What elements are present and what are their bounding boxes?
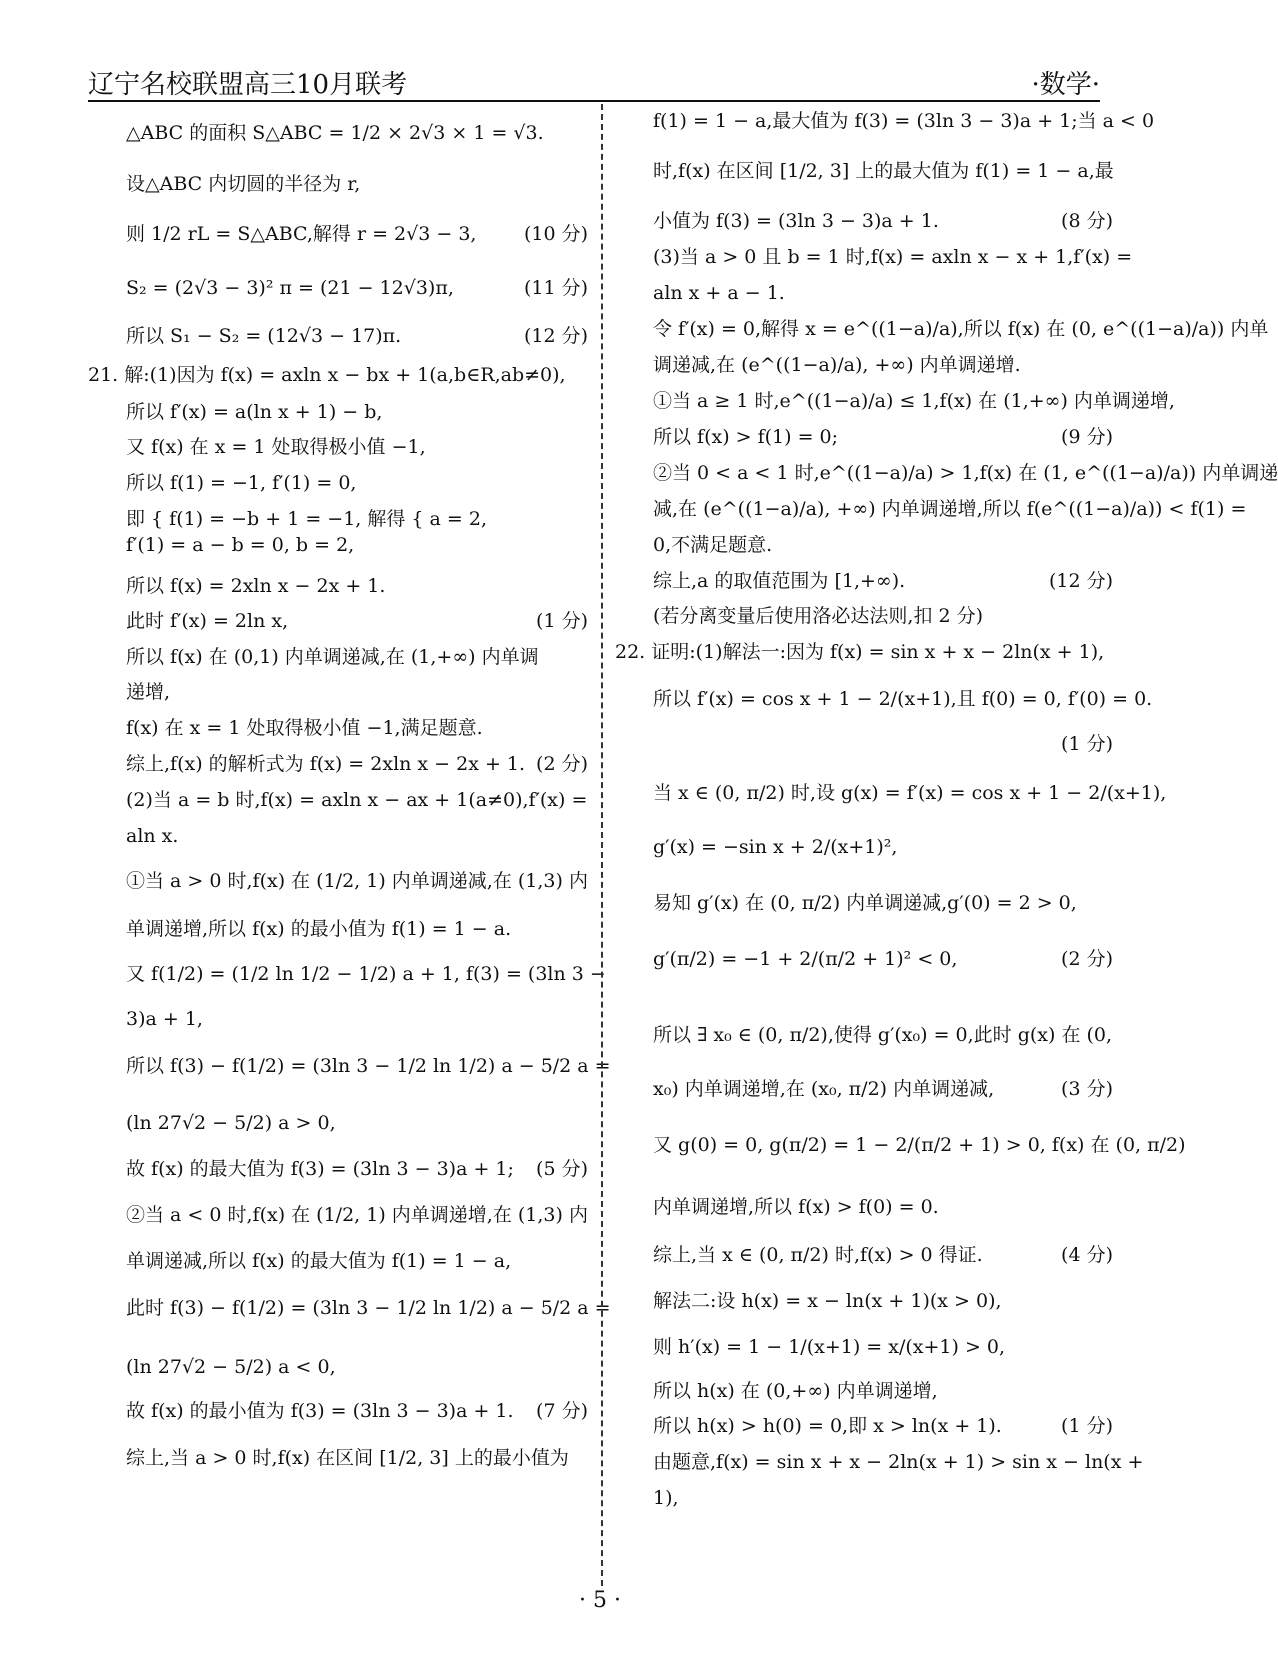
line-text: 3)a + 1, [126, 1008, 203, 1030]
text-line [88, 399, 588, 425]
line-text: 1), [653, 1487, 679, 1509]
text-line [615, 1076, 1113, 1102]
text-line [615, 388, 1175, 414]
line-text: x₀) 内单调递增,在 (x₀, π/2) 内单调递减, [653, 1078, 995, 1100]
line-text: 综上,当 x ∈ (0, π/2) 时,f(x) > 0 得证. [653, 1244, 983, 1266]
score-marker: (12 分) [523, 325, 588, 347]
line-text: g′(π/2) = −1 + 2/(π/2 + 1)² < 0, [653, 948, 958, 970]
text-line [88, 1354, 588, 1380]
text-line [88, 470, 588, 496]
line-text: 所以 h(x) 在 (0,+∞) 内单调递增, [653, 1380, 938, 1402]
line-text: 21. 解:(1)因为 f(x) = axln x − bx + 1(a,b∈R,ab≠0), [88, 364, 566, 386]
score-marker: (5 分) [536, 1158, 588, 1180]
text-line [88, 323, 588, 349]
line-text: 综上,当 a > 0 时,f(x) 在区间 [1/2, 3] 上的最小值为 [126, 1447, 569, 1469]
line-text: 递增, [126, 681, 171, 703]
text-line [615, 352, 1113, 378]
line-text: 故 f(x) 的最大值为 f(3) = (3ln 3 − 3)a + 1; [126, 1158, 514, 1180]
text-line [615, 686, 1153, 712]
text-line [88, 608, 588, 634]
line-text: 由题意,f(x) = sin x + x − 2ln(x + 1) > sin x − ln(x + [653, 1451, 1144, 1473]
line-text: (2)当 a = b 时,f(x) = axln x − ax + 1(a≠0),f′(x) = [126, 789, 588, 811]
text-line [615, 244, 1133, 270]
line-text: ②当 a < 0 时,f(x) 在 (1/2, 1) 内单调递增,在 (1,3) 内 [126, 1204, 588, 1226]
text-line [615, 1194, 1113, 1220]
line-text: f′(1) = a − b = 0, b = 2, [126, 534, 355, 556]
line-text: f(x) 在 x = 1 处取得极小值 −1,满足题意. [126, 717, 483, 739]
exam-title: 辽宁名校联盟高三10月联考 [88, 70, 408, 100]
text-line [88, 221, 588, 247]
text-line [615, 1449, 1144, 1475]
line-text: 所以 f(3) − f(1/2) = (3ln 3 − 1/2 ln 1/2) a − 5/2 a = [126, 1055, 611, 1077]
line-text: 设△ABC 内切圆的半径为 r, [126, 173, 361, 195]
line-text: 减,在 (e^((1−a)/a), +∞) 内单调递增,所以 f(e^((1−a)/a)) < f(1) = [653, 498, 1247, 520]
line-text: (ln 27√2 − 5/2) a > 0, [126, 1112, 336, 1134]
line-text: 22. 证明:(1)解法一:因为 f(x) = sin x + x − 2ln(x + 1), [615, 641, 1105, 663]
page-number: · 5 · [579, 1588, 621, 1613]
line-text: 又 f(x) 在 x = 1 处取得极小值 −1, [126, 436, 426, 458]
score-marker: (2 分) [1061, 948, 1113, 970]
text-line [615, 1485, 1113, 1511]
text-line [615, 639, 1113, 665]
text-line [88, 823, 588, 849]
text-line [88, 1202, 588, 1228]
text-line [615, 208, 1113, 234]
score-marker: (1 分) [1061, 733, 1113, 755]
text-line [88, 644, 588, 670]
text-line [88, 275, 588, 301]
score-marker: (11 分) [523, 277, 588, 299]
score-marker: (7 分) [536, 1400, 588, 1422]
text-line [615, 424, 1113, 450]
text-line [615, 108, 1155, 134]
text-line [88, 532, 588, 558]
text-line [615, 1242, 1113, 1268]
text-line [615, 834, 1113, 860]
line-text: 0,不满足题意. [653, 534, 773, 556]
line-text: 综上,f(x) 的解析式为 f(x) = 2xln x − 2x + 1. [126, 753, 526, 775]
text-line [88, 1156, 588, 1182]
text-line [615, 496, 1247, 522]
text-line [88, 506, 588, 532]
line-text: S₂ = (2√3 − 3)² π = (21 − 12√3)π, [126, 277, 454, 299]
line-text: 所以 h(x) > h(0) = 0,即 x > ln(x + 1). [653, 1415, 1002, 1437]
text-line [88, 787, 588, 813]
line-text: 所以 ∃ x₀ ∈ (0, π/2),使得 g′(x₀) = 0,此时 g(x) 在 (0, [653, 1024, 1113, 1046]
line-text: 所以 f′(x) = a(ln x + 1) − b, [126, 401, 383, 423]
text-line [88, 868, 588, 894]
line-text: 所以 f′(x) = cos x + 1 − 2/(x+1),且 f(0) = 0, f′(0) = 0. [653, 688, 1153, 710]
subject-label: ·数学· [1031, 70, 1100, 100]
score-marker: (2 分) [536, 753, 588, 775]
score-marker: (3 分) [1061, 1078, 1113, 1100]
line-text: 当 x ∈ (0, π/2) 时,设 g(x) = f′(x) = cos x + 1 − 2/(x+1), [653, 782, 1167, 804]
text-line [88, 573, 588, 599]
text-line [615, 1022, 1113, 1048]
text-line [88, 171, 588, 197]
score-marker: (8 分) [1061, 210, 1113, 232]
score-marker: (1 分) [536, 610, 588, 632]
line-text: 所以 S₁ − S₂ = (12√3 − 17)π. [126, 325, 402, 347]
score-marker: (12 分) [1048, 570, 1113, 592]
text-line [615, 731, 1113, 757]
line-text: ②当 0 < a < 1 时,e^((1−a)/a) > 1,f(x) 在 (1, e^((1−a)/a)) 内单调递 [653, 462, 1278, 484]
text-line [615, 532, 1113, 558]
text-line [88, 1295, 611, 1321]
text-line [88, 1445, 588, 1471]
line-text: 又 f(1/2) = (1/2 ln 1/2 − 1/2) a + 1, f(3) = (3ln 3 − [126, 963, 606, 985]
line-text: 又 g(0) = 0, g(π/2) = 1 − 2/(π/2 + 1) > 0, f(x) 在 (0, π/2) [653, 1134, 1186, 1156]
text-line [88, 751, 588, 777]
text-line [88, 961, 606, 987]
line-text: (ln 27√2 − 5/2) a < 0, [126, 1356, 336, 1378]
line-text: 则 1/2 rL = S△ABC,解得 r = 2√3 − 3, [126, 223, 477, 245]
line-text: ①当 a ≥ 1 时,e^((1−a)/a) ≤ 1,f(x) 在 (1,+∞) 内单调递增, [653, 390, 1175, 412]
line-text: f(1) = 1 − a,最大值为 f(3) = (3ln 3 − 3)a + 1;当 a < 0 [653, 110, 1155, 132]
score-marker: (9 分) [1061, 426, 1113, 448]
score-marker: (4 分) [1061, 1244, 1113, 1266]
line-text: △ABC 的面积 S△ABC = 1/2 × 2√3 × 1 = √3. [126, 122, 544, 144]
score-marker: (1 分) [1061, 1415, 1113, 1437]
text-line [615, 1378, 1113, 1404]
line-text: 小值为 f(3) = (3ln 3 − 3)a + 1. [653, 210, 939, 232]
text-line [615, 1334, 1113, 1360]
text-line [615, 780, 1167, 806]
line-text: 此时 f(3) − f(1/2) = (3ln 3 − 1/2 ln 1/2) a − 5/2 a = [126, 1297, 611, 1319]
line-text: 故 f(x) 的最小值为 f(3) = (3ln 3 − 3)a + 1. [126, 1400, 514, 1422]
line-text: 此时 f′(x) = 2ln x, [126, 610, 289, 632]
text-line [88, 362, 588, 388]
text-line [88, 715, 588, 741]
text-line [88, 1248, 588, 1274]
text-line [88, 120, 588, 146]
line-text: 单调递减,所以 f(x) 的最大值为 f(1) = 1 − a, [126, 1250, 512, 1272]
text-line [615, 158, 1113, 184]
text-line [615, 946, 1113, 972]
text-line [615, 568, 1113, 594]
column-divider [601, 104, 603, 1586]
text-line [88, 1053, 611, 1079]
page-header [88, 64, 1100, 100]
header-rule [88, 100, 1100, 102]
line-text: g′(x) = −sin x + 2/(x+1)², [653, 836, 898, 858]
text-line [615, 460, 1278, 486]
text-line [88, 1006, 588, 1032]
line-text: 所以 f(1) = −1, f′(1) = 0, [126, 472, 357, 494]
line-text: (若分离变量后使用洛必达法则,扣 2 分) [653, 605, 984, 627]
line-text: 即 { f(1) = −b + 1 = −1, 解得 { a = 2, [126, 508, 487, 530]
text-line [88, 916, 588, 942]
line-text: 则 h′(x) = 1 − 1/(x+1) = x/(x+1) > 0, [653, 1336, 1006, 1358]
line-text: 所以 f(x) 在 (0,1) 内单调递减,在 (1,+∞) 内单调 [126, 646, 539, 668]
line-text: (3)当 a > 0 且 b = 1 时,f(x) = axln x − x + 1,f′(x) = [653, 246, 1133, 268]
line-text: 调递减,在 (e^((1−a)/a), +∞) 内单调递增. [653, 354, 1021, 376]
text-line [615, 1132, 1186, 1158]
line-text: 易知 g′(x) 在 (0, π/2) 内单调递减,g′(0) = 2 > 0, [653, 892, 1077, 914]
line-text: 综上,a 的取值范围为 [1,+∞). [653, 570, 906, 592]
text-line [88, 1110, 588, 1136]
line-text: 所以 f(x) > f(1) = 0; [653, 426, 839, 448]
line-text: 所以 f(x) = 2xln x − 2x + 1. [126, 575, 386, 597]
text-line [615, 1288, 1113, 1314]
text-line [88, 1398, 588, 1424]
text-line [615, 890, 1113, 916]
line-text: 时,f(x) 在区间 [1/2, 3] 上的最大值为 f(1) = 1 − a,最 [653, 160, 1114, 182]
line-text: aln x. [126, 825, 179, 847]
line-text: ①当 a > 0 时,f(x) 在 (1/2, 1) 内单调递减,在 (1,3) 内 [126, 870, 588, 892]
line-text: 单调递增,所以 f(x) 的最小值为 f(1) = 1 − a. [126, 918, 512, 940]
line-text: aln x + a − 1. [653, 282, 785, 304]
line-text: 解法二:设 h(x) = x − ln(x + 1)(x > 0), [653, 1290, 1002, 1312]
text-line [615, 316, 1269, 342]
text-line [615, 1413, 1113, 1439]
line-text: 内单调递增,所以 f(x) > f(0) = 0. [653, 1196, 939, 1218]
text-line [615, 603, 1113, 629]
text-line [88, 679, 588, 705]
line-text: 令 f′(x) = 0,解得 x = e^((1−a)/a),所以 f(x) 在 (0, e^((1−a)/a)) 内单 [653, 318, 1269, 340]
text-line [615, 280, 1113, 306]
score-marker: (10 分) [523, 223, 588, 245]
text-line [88, 434, 588, 460]
